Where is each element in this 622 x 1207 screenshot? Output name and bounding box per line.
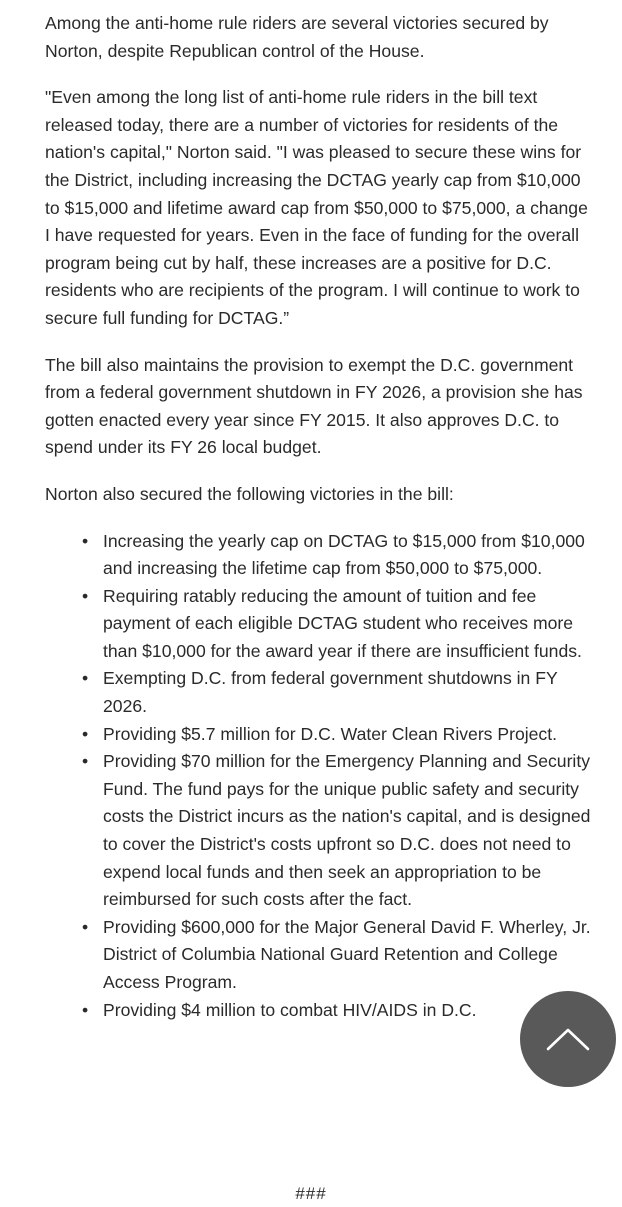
list-item: [45, 721, 593, 749]
scroll-to-top-button[interactable]: [520, 991, 616, 1087]
list-item-text: Exempting D.C. from federal government shutdowns in FY 2026.: [103, 668, 558, 717]
end-of-release-mark: ###: [295, 1184, 327, 1203]
list-item-text: Requiring ratably reducing the amount of tuition and fee payment of each eligible DCTAG student who receives more than $10,000 for the award year if there are insufficient funds.: [103, 585, 582, 661]
paragraph-shutdown-exemption: The bill also maintains the provision to exempt the D.C. government from a federal government shutdown in FY 2026, a provision she has gotten enacted every year since FY 2015. It also approves D.C. to spend under its FY 26 local budget.: [45, 354, 583, 458]
list-item: [45, 665, 593, 720]
paragraph-intro: Among the anti-home rule riders are several victories secured by Norton, despite Republican control of the House.: [45, 13, 549, 61]
bullet-icon: •: [82, 668, 89, 689]
list-item-text: Providing $4 million to combat HIV/AIDS in D.C.: [103, 999, 477, 1020]
bullet-icon: •: [82, 916, 89, 937]
paragraph-norton-quote: "Even among the long list of anti-home rule riders in the bill text released today, there are a number of victories for residents of the nation's capital," Norton said. "I was pleased to secure these wins for the District, including increasing the DCTAG yearly cap from $10,000 to $15,000 and lifetime award cap from $50,000 to $75,000, a change I have requested for years. Even in the face of funding for the overall program being cut by half, these increases are a positive for D.C. residents who are recipients of the program. I will continue to work to secure full funding for DCTAG.”: [45, 87, 588, 328]
list-item-text: Providing $70 million for the Emergency Planning and Security Fund. The fund pays for the unique public safety and security costs the District incurs as the nation's capital, and is designed to cover the District's costs upfront so D.C. does not need to expend local funds and then seek an appropriation to be reimbursed for such costs after the fact.: [103, 751, 591, 910]
list-item: [45, 528, 593, 583]
bullet-icon: •: [82, 530, 89, 551]
article-body: [45, 10, 593, 1024]
paragraph-victories-intro: Norton also secured the following victories in the bill:: [45, 483, 454, 504]
list-item: [45, 914, 593, 997]
victories-list: [45, 528, 593, 1025]
list-item: [45, 997, 593, 1025]
list-item-text: Providing $600,000 for the Major General David F. Wherley, Jr. District of Columbia National Guard Retention and College Access Program.: [103, 916, 591, 992]
list-item-text: Providing $5.7 million for D.C. Water Clean Rivers Project.: [103, 723, 558, 744]
chevron-up-icon: [545, 1026, 591, 1052]
list-item: [45, 583, 593, 666]
bullet-icon: •: [82, 723, 89, 744]
bullet-icon: •: [82, 585, 89, 606]
list-item: [45, 748, 593, 914]
bullet-icon: •: [82, 999, 89, 1020]
bullet-icon: •: [82, 751, 89, 772]
list-item-text: Increasing the yearly cap on DCTAG to $15,000 from $10,000 and increasing the lifetime cap from $50,000 to $75,000.: [103, 530, 585, 579]
